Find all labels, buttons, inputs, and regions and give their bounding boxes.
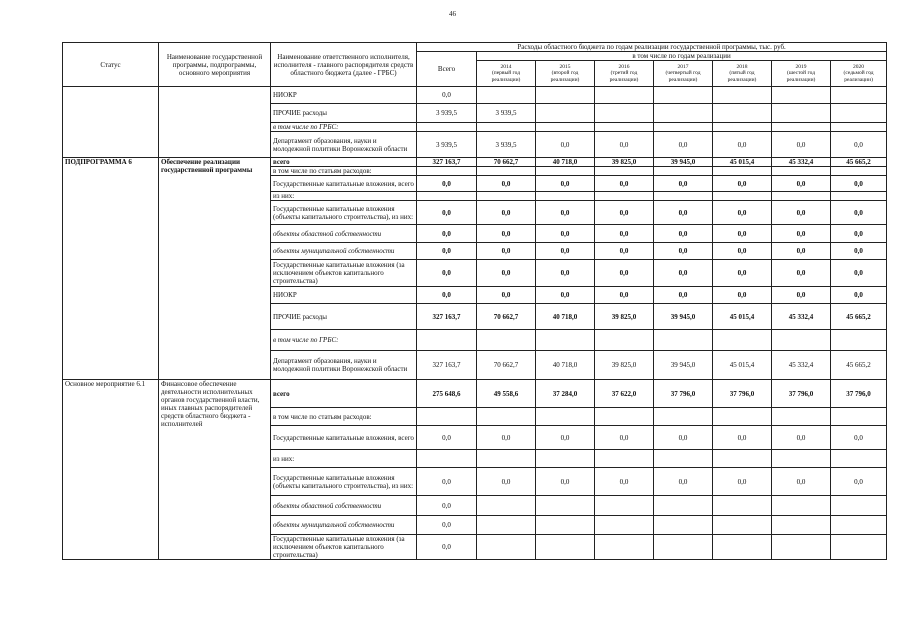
header-year: 2016 [618,63,630,70]
block2-rows [63,380,887,560]
row-year-value: 37 622,0 [595,380,654,408]
row-year-value: 45 332,4 [772,158,831,167]
row-year-value [536,516,595,535]
row-year-value: 0,0 [654,243,713,260]
row-year-value: 0,0 [713,287,772,304]
row-year-value [536,167,595,176]
header-executor-name: Наименование ответственного исполнителя, исполнителя - главного распорядителя средств областного бюджета (далее - ГРБС) [271,43,417,87]
row-year-value: 0,0 [595,287,654,304]
header-year-note: (второй год реализации) [550,70,580,83]
row-year-value: 0,0 [477,176,536,192]
row-year-value: 70 662,7 [477,304,536,330]
row-year-value: 0,0 [831,243,887,260]
row-year-value [713,192,772,201]
row-year-value [772,535,831,560]
row-year-value [477,167,536,176]
row-year-value: 0,0 [654,260,713,287]
row-year-value [654,104,713,123]
row-year-value [536,87,595,104]
header-year-note: (первый год реализации) [491,70,521,83]
row-year-value: 0,0 [595,260,654,287]
row-total-value [417,167,477,176]
row-year-value: 0,0 [536,287,595,304]
row-year-value: 0,0 [536,225,595,243]
row-year-value: 3 939,5 [477,132,536,158]
row-year-value: 37 284,0 [536,380,595,408]
row-label: Департамент образования, науки и молодежной политики Воронежской области [271,132,417,158]
row-year-value [831,450,887,468]
row-year-value [831,535,887,560]
row-year-value [713,450,772,468]
row-year-value [831,330,887,351]
row-program-name: Обеспечение реализации государственной программы [159,158,271,380]
row-year-value: 0,0 [713,426,772,450]
row-total-value: 3 939,5 [417,104,477,123]
row-year-value: 49 558,6 [477,380,536,408]
row-year-value: 39 825,0 [595,304,654,330]
row-label: всего [271,158,417,167]
header-year: 2017 [677,63,689,70]
header-year: 2015 [559,63,571,70]
row-year-value [477,535,536,560]
row-total-value [417,408,477,426]
row-label: ПРОЧИЕ расходы [271,304,417,330]
row-label: в том числе по ГРБС: [271,123,417,132]
row-year-value [536,104,595,123]
header-year-note: (седьмой год реализации) [843,70,874,83]
row-total-value: 0,0 [417,287,477,304]
row-year-value [595,104,654,123]
row-year-value [595,516,654,535]
row-year-value [772,192,831,201]
header-year-cell [477,61,536,87]
header-including-years: в том числе по годам реализации [477,52,887,61]
row-year-value: 0,0 [772,243,831,260]
header-year-cell [536,61,595,87]
row-year-value [772,496,831,516]
row-year-value [831,408,887,426]
row-total-value: 327 163,7 [417,158,477,167]
row-year-value: 0,0 [713,468,772,496]
row-label: Государственные капитальные вложения, всего [271,176,417,192]
row-year-value [536,450,595,468]
row-year-value [831,192,887,201]
row-total-value: 0,0 [417,496,477,516]
row-year-value: 0,0 [713,260,772,287]
table-row [63,158,887,167]
header-year-cell [654,61,713,87]
row-year-value [595,87,654,104]
row-year-value: 0,0 [595,426,654,450]
header-expenses-title: Расходы областного бюджета по годам реализации государственной программы, тыс. руб. [417,43,887,52]
row-year-value: 0,0 [831,176,887,192]
row-total-value: 0,0 [417,176,477,192]
row-label: ПРОЧИЕ расходы [271,104,417,123]
row-label: в том числе по статьям расходов: [271,408,417,426]
block0-rows [63,87,887,158]
row-year-value [772,450,831,468]
row-total-value: 0,0 [417,243,477,260]
row-program-name: Финансовое обеспечение деятельности исполнительных органов государственной власти, иных главных распорядителей средств областного бюджета - исполнителей [159,380,271,560]
row-year-value: 70 662,7 [477,351,536,380]
row-year-value [772,330,831,351]
row-year-value [713,516,772,535]
row-label: в том числе по статьям расходов: [271,167,417,176]
row-year-value: 45 332,4 [772,351,831,380]
row-year-value [772,408,831,426]
row-year-value [654,167,713,176]
row-year-value [654,192,713,201]
row-year-value: 0,0 [831,287,887,304]
row-year-value: 0,0 [477,287,536,304]
row-label: НИОКР [271,87,417,104]
row-year-value [536,535,595,560]
row-status [63,87,159,158]
row-year-value: 0,0 [654,287,713,304]
row-year-value [536,408,595,426]
row-year-value [713,535,772,560]
row-year-value: 0,0 [654,468,713,496]
row-year-value [536,330,595,351]
row-year-value: 0,0 [536,426,595,450]
row-label: объекты муниципальной собственности [271,243,417,260]
row-total-value: 0,0 [417,225,477,243]
header-year-note: (четвертый год реализации) [665,70,701,83]
row-year-value: 0,0 [831,468,887,496]
row-year-value: 39 945,0 [654,304,713,330]
row-year-value: 0,0 [772,260,831,287]
row-year-value: 45 332,4 [772,304,831,330]
row-year-value [654,496,713,516]
row-year-value [831,87,887,104]
row-year-value: 0,0 [654,176,713,192]
row-label: Государственные капитальные вложения, всего [271,426,417,450]
header-year: 2020 [853,63,865,70]
row-year-value: 0,0 [595,132,654,158]
header-year-cell [713,61,772,87]
row-total-value: 0,0 [417,201,477,225]
row-year-value: 0,0 [595,201,654,225]
row-year-value: 37 796,0 [831,380,887,408]
row-total-value [417,123,477,132]
row-year-value: 0,0 [477,243,536,260]
row-total-value: 3 939,5 [417,132,477,158]
row-year-value: 0,0 [477,468,536,496]
row-year-value: 0,0 [595,243,654,260]
header-year-note: (шестой год реализации) [786,70,816,83]
header-year-cell [595,61,654,87]
row-year-value: 37 796,0 [654,380,713,408]
row-year-value [713,104,772,123]
row-year-value: 45 665,2 [831,351,887,380]
row-program-name [159,87,271,158]
header-status: Статус [63,43,159,87]
row-status: Основное мероприятие 6.1 [63,380,159,560]
row-year-value: 0,0 [477,201,536,225]
row-year-value: 0,0 [536,243,595,260]
row-label: Департамент образования, науки и молодежной политики Воронежской области [271,351,417,380]
row-year-value: 0,0 [713,225,772,243]
row-year-value [772,104,831,123]
row-year-value: 0,0 [772,201,831,225]
row-year-value [477,192,536,201]
row-year-value: 0,0 [772,132,831,158]
row-year-value [713,167,772,176]
header-total: Всего [417,52,477,87]
row-total-value: 0,0 [417,468,477,496]
row-year-value [654,330,713,351]
row-year-value [654,123,713,132]
row-year-value [477,123,536,132]
row-year-value: 45 665,2 [831,158,887,167]
row-year-value: 0,0 [713,176,772,192]
row-year-value: 0,0 [772,426,831,450]
row-year-value: 0,0 [595,468,654,496]
row-year-value [595,450,654,468]
row-year-value [595,496,654,516]
row-year-value: 0,0 [831,132,887,158]
row-year-value: 37 796,0 [772,380,831,408]
row-year-value [654,450,713,468]
header-year-cell [831,61,887,87]
header-year: 2014 [500,63,512,70]
row-year-value: 45 015,4 [713,304,772,330]
table-row [63,87,887,104]
row-year-value: 0,0 [772,287,831,304]
row-label: в том числе по ГРБС: [271,330,417,351]
row-year-value [713,496,772,516]
row-year-value: 0,0 [536,201,595,225]
row-year-value: 0,0 [654,201,713,225]
row-year-value [477,450,536,468]
row-year-value [536,123,595,132]
row-year-value: 0,0 [831,225,887,243]
row-label: Государственные капитальные вложения (за исключением объектов капитального строительства) [271,260,417,287]
row-year-value [713,330,772,351]
row-year-value: 0,0 [477,260,536,287]
row-year-value [477,330,536,351]
row-year-value: 40 718,0 [536,304,595,330]
row-year-value [831,516,887,535]
row-label: Государственные капитальные вложения (объекты капитального строительства), из них: [271,201,417,225]
row-year-value: 45 665,2 [831,304,887,330]
block1-rows [63,158,887,380]
row-year-value: 39 825,0 [595,351,654,380]
row-year-value: 0,0 [595,176,654,192]
row-year-value: 0,0 [713,201,772,225]
row-year-value: 0,0 [772,176,831,192]
row-year-value: 0,0 [536,260,595,287]
row-year-value [477,496,536,516]
row-total-value [417,330,477,351]
row-total-value: 0,0 [417,516,477,535]
row-year-value [831,104,887,123]
row-label: Государственные капитальные вложения (объекты капитального строительства), из них: [271,468,417,496]
header-program-name: Наименование государственной программы, подпрограммы, основного мероприятия [159,43,271,87]
row-year-value [831,167,887,176]
row-year-value [595,123,654,132]
row-year-value: 0,0 [654,225,713,243]
row-year-value [772,87,831,104]
row-status: ПОДПРОГРАММА 6 [63,158,159,380]
row-label: Государственные капитальные вложения (за исключением объектов капитального строительства) [271,535,417,560]
row-year-value: 3 939,5 [477,104,536,123]
row-total-value: 327 163,7 [417,304,477,330]
row-total-value [417,192,477,201]
row-label: объекты областной собственности [271,225,417,243]
row-year-value [654,87,713,104]
row-total-value: 0,0 [417,87,477,104]
row-year-value [595,535,654,560]
row-year-value [595,192,654,201]
row-year-value [654,535,713,560]
row-year-value: 0,0 [477,225,536,243]
header-year-note: (третий год реализации) [609,70,639,83]
header-year: 2019 [795,63,807,70]
row-year-value [595,408,654,426]
row-year-value [713,123,772,132]
row-year-value [772,516,831,535]
table-row [63,380,887,408]
row-year-value: 0,0 [654,426,713,450]
row-year-value [536,496,595,516]
row-label: всего [271,380,417,408]
row-total-value: 275 648,6 [417,380,477,408]
row-year-value [713,87,772,104]
row-year-value: 0,0 [536,176,595,192]
page-number: 46 [449,10,456,18]
row-label: объекты областной собственности [271,496,417,516]
row-label: из них: [271,192,417,201]
row-year-value: 0,0 [831,201,887,225]
row-year-value [595,330,654,351]
row-year-value [477,87,536,104]
row-year-value: 39 945,0 [654,158,713,167]
row-year-value: 39 945,0 [654,351,713,380]
row-year-value [772,123,831,132]
row-total-value: 327 163,7 [417,351,477,380]
row-year-value [477,516,536,535]
row-year-value [831,123,887,132]
row-year-value: 0,0 [713,132,772,158]
row-year-value: 0,0 [536,468,595,496]
row-year-value [595,167,654,176]
row-year-value [831,496,887,516]
row-year-value [536,192,595,201]
row-year-value: 40 718,0 [536,351,595,380]
row-year-value: 0,0 [831,260,887,287]
row-year-value: 0,0 [536,132,595,158]
row-year-value: 0,0 [831,426,887,450]
header-year-cell [772,61,831,87]
header-year-note: (пятый год реализации) [727,70,757,83]
budget-table [62,42,887,560]
row-year-value: 40 718,0 [536,158,595,167]
row-total-value: 0,0 [417,260,477,287]
row-year-value [772,167,831,176]
row-year-value: 0,0 [772,468,831,496]
row-total-value [417,450,477,468]
row-label: объекты муниципальной собственности [271,516,417,535]
row-year-value [713,408,772,426]
row-year-value: 0,0 [477,426,536,450]
row-year-value: 45 015,4 [713,351,772,380]
row-total-value: 0,0 [417,535,477,560]
row-label: из них: [271,450,417,468]
row-year-value: 0,0 [595,225,654,243]
row-year-value [477,408,536,426]
row-year-value: 70 662,7 [477,158,536,167]
row-total-value: 0,0 [417,426,477,450]
header-year: 2018 [736,63,748,70]
row-year-value: 45 015,4 [713,158,772,167]
row-year-value [654,516,713,535]
row-year-value: 0,0 [772,225,831,243]
row-year-value: 39 825,0 [595,158,654,167]
row-year-value [654,408,713,426]
row-year-value: 37 796,0 [713,380,772,408]
row-label: НИОКР [271,287,417,304]
row-year-value: 0,0 [654,132,713,158]
row-year-value: 0,0 [713,243,772,260]
